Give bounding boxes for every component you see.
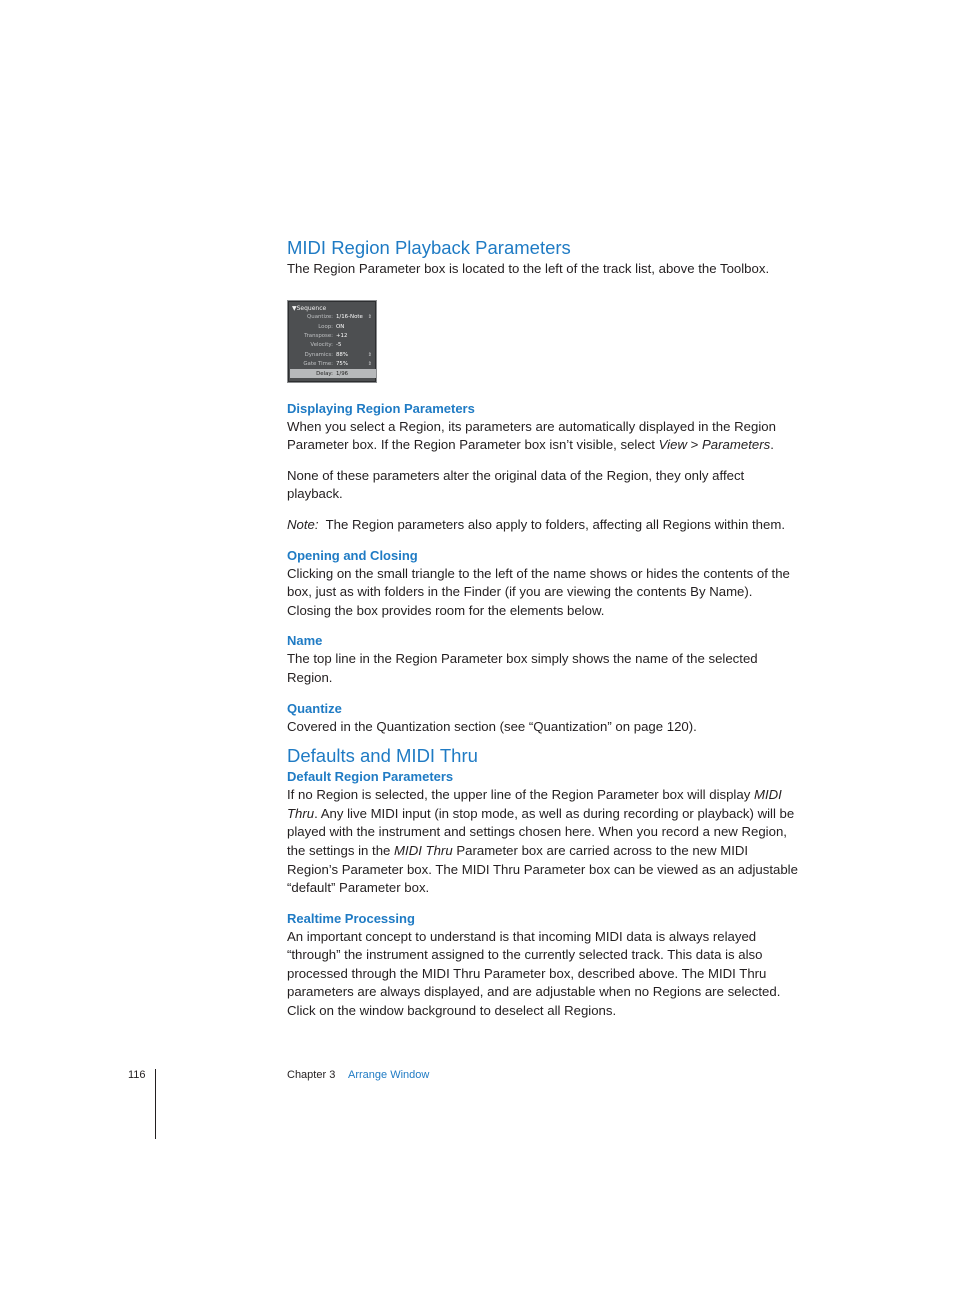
param-value: -5: [336, 342, 342, 349]
stepper-icon: ⇕: [367, 361, 372, 368]
note-label: Note:: [287, 516, 319, 532]
section-title-defaults-midi-thru: Defaults and MIDI Thru: [287, 745, 478, 767]
footer-chapter: Chapter 3: [287, 1069, 336, 1081]
param-label: Dynamics:: [304, 351, 333, 358]
page-content: [287, 236, 799, 1021]
heading-default-region-parameters: Default Region Parameters: [287, 769, 454, 785]
text-run: Parameter box are carried across to the new MIDI Region’s Parameter box. The MIDI Thru Parameter box can be viewed as an adjustable “default” Parameter box.: [287, 842, 798, 896]
displaying-paragraph-1: [287, 418, 799, 455]
param-label: Velocity:: [310, 342, 333, 349]
param-row-dynamics: [292, 350, 374, 359]
text-run: If no Region is selected, the upper line of the Region Parameter box will display: [287, 787, 754, 803]
param-value: +12: [336, 333, 348, 340]
heading-name: Name: [287, 633, 323, 649]
param-label: Delay:: [316, 370, 333, 377]
stepper-icon: ⇕: [367, 314, 372, 321]
text-run: .: [770, 437, 774, 453]
intro-paragraph: The Region Parameter box is located to the left of the track list, above the Toolbox.: [287, 261, 770, 276]
text-run: When you select a Region, its parameters are automatically displayed in the Region Parameter box. If the Region Parameter box isn’t visible, select: [287, 418, 776, 453]
param-value: 1/96: [336, 370, 349, 377]
realtime-paragraph: An important concept to understand is that incoming MIDI data is always relayed “through” the instrument assigned to the currently selected track. This data is also processed through the MIDI Thru Parameter box, described above. The MIDI Thru parameters are always displayed, and are adjustable when no Regions are selected. Click on the window background to deselect all Regions.: [287, 928, 781, 1019]
heading-displaying-region-parameters: Displaying Region Parameters: [287, 400, 475, 416]
text-run: >: [686, 437, 703, 453]
note-paragraph: [287, 516, 799, 535]
sequence-header: ▼Sequence: [292, 304, 327, 312]
param-label: Transpose:: [304, 333, 333, 340]
param-value: 1/16-Note: [336, 314, 363, 321]
param-row-velocity: [292, 341, 374, 350]
note-text: The Region parameters also apply to folders, affecting all Regions within them.: [318, 516, 785, 532]
param-row-transpose: [292, 331, 374, 340]
param-row-loop: [292, 322, 374, 331]
page-number: 116: [128, 1069, 146, 1081]
section-title-midi-region-playback: MIDI Region Playback Parameters: [287, 237, 571, 258]
midi-thru-term: MIDI Thru: [287, 787, 782, 821]
opening-paragraph: Clicking on the small triangle to the left of the name shows or hides the contents of the box, just as with folders in the Finder (if you are viewing the contents By Name). Closing the box provides room for the elements below.: [287, 565, 790, 618]
parameter-rows: [292, 313, 374, 379]
heading-opening-and-closing: Opening and Closing: [287, 547, 418, 563]
param-label: Gate Time:: [303, 361, 333, 368]
defaults-paragraph: [287, 786, 799, 898]
param-row-quantize: [292, 313, 374, 322]
param-value: 75%: [336, 361, 348, 368]
param-value: 88%: [336, 351, 348, 358]
heading-quantize: Quantize: [287, 700, 342, 716]
stepper-icon: ⇕: [367, 351, 372, 358]
footer-chapter-title: Arrange Window: [348, 1069, 430, 1081]
param-row-gate-time: [292, 360, 374, 369]
param-label: Loop:: [318, 323, 333, 330]
text-run: . Any live MIDI input (in stop mode, as well as during recording or playback) will be played with the instrument and settings chosen here. When you record a new Region, the settings in the: [287, 805, 795, 858]
region-parameter-box-screenshot: [287, 300, 377, 383]
displaying-paragraph-2: None of these parameters alter the original data of the Region, they only affect playback.: [287, 467, 745, 502]
quantize-paragraph: Covered in the Quantization section (see “Quantization” on page 120).: [287, 718, 697, 734]
footer-divider: [155, 1069, 156, 1139]
name-paragraph: The top line in the Region Parameter box simply shows the name of the selected Region.: [287, 651, 758, 685]
heading-realtime-processing: Realtime Processing: [287, 910, 415, 926]
midi-thru-term: MIDI Thru: [394, 842, 453, 858]
menu-view-text: View: [658, 437, 687, 453]
menu-parameters-text: Parameters: [702, 437, 771, 453]
param-value: ON: [336, 323, 345, 330]
param-row-delay: [290, 369, 376, 378]
param-label: Quantize:: [307, 314, 333, 321]
